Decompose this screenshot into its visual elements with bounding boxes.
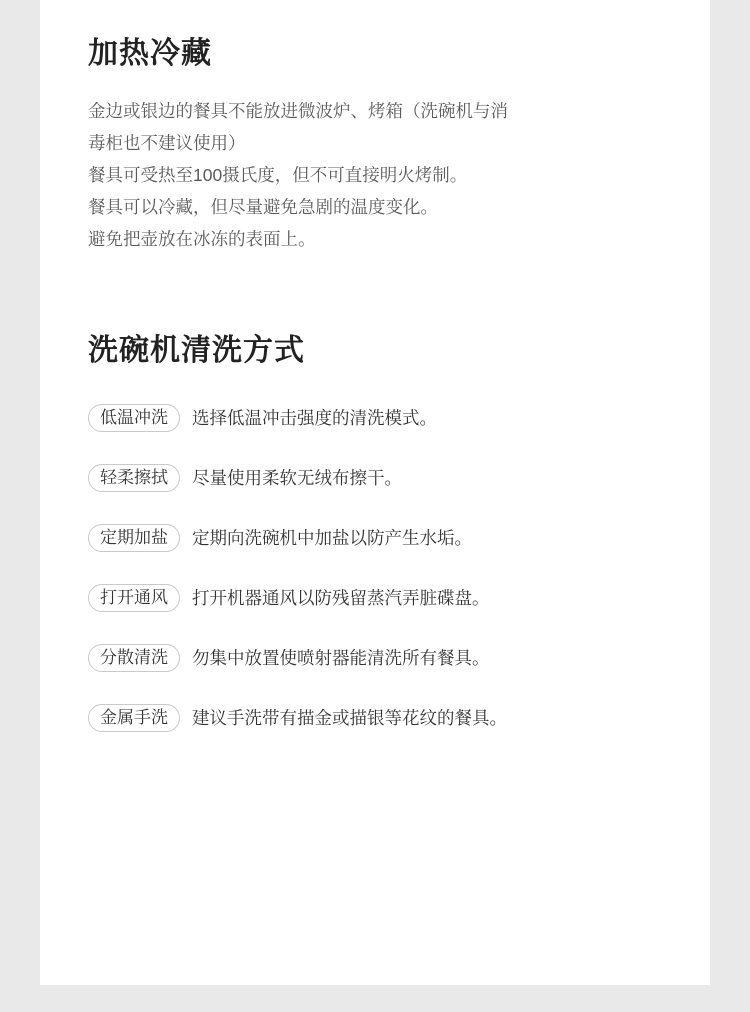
tip-tag: 打开通风 [88,584,180,612]
content-card [40,0,710,985]
section-heating-refrigeration [40,34,710,255]
tip-text: 勿集中放置使喷射器能清洗所有餐具。 [192,647,490,668]
tip-text: 选择低温冲击强度的清洗模式。 [192,407,437,428]
bottom-spacer [40,764,710,854]
tip-text: 尽量使用柔软无绒布擦干。 [192,467,402,488]
tip-tag: 金属手洗 [88,704,180,732]
section-title-dishwasher: 洗碗机清洗方式 [88,334,305,367]
tip-text: 定期向洗碗机中加盐以防产生水垢。 [192,527,472,548]
paragraph-line: 金边或银边的餐具不能放进微波炉、烤箱（洗碗机与消 [88,101,508,121]
tip-text: 打开机器通风以防残留蒸汽弄脏碟盘。 [192,587,490,608]
paragraph-line: 餐具可受热至100摄氏度，但不可直接明火烤制。 [88,165,468,185]
tip-tag: 定期加盐 [88,524,180,552]
tip-text: 建议手洗带有描金或描银等花纹的餐具。 [192,707,507,728]
paragraph-line: 毒柜也不建议使用） [88,133,246,153]
list-item [88,464,662,492]
list-item [88,404,662,432]
list-item [88,584,662,612]
paragraph-line: 避免把壶放在冰冻的表面上。 [88,229,316,249]
list-item [88,524,662,552]
tip-list [88,404,662,732]
section-dishwasher-cleaning [40,331,710,732]
paragraph-line: 餐具可以冷藏，但尽量避免急剧的温度变化。 [88,197,438,217]
list-item [88,704,662,732]
heating-description [88,95,662,255]
page-title: 加热冷藏 [88,37,212,70]
tip-tag: 轻柔擦拭 [88,464,180,492]
list-item [88,644,662,672]
tip-tag: 低温冲洗 [88,404,180,432]
tip-tag: 分散清洗 [88,644,180,672]
